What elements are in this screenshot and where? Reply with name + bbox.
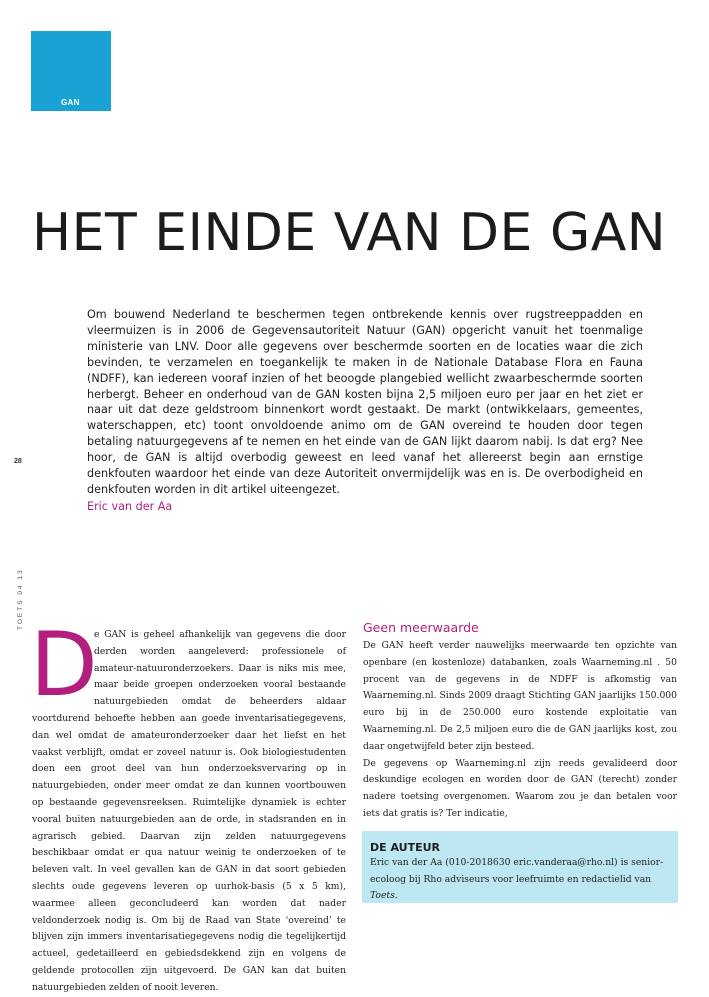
article-title: HET EINDE VAN DE GAN (32, 202, 667, 263)
intro-text: Om bouwend Nederland te beschermen tegen ontbrekende kennis over rugstreeppadden en vleermuizen is in 2006 de Gegevensautoriteit Natuur (GAN) opgericht vanuit het toenmalige ministerie van LNV. Door alle gegevens over beschermde soorten en de locaties waar die zich bevinden, te verzamelen en toegankelijk te maken in de Nationale Database Flora en Fauna (NDFF), kan iedereen vooraf inzien of het beoogde plangebied wellicht zwaarbeschermde soorten herbergt. Beheer en onderhoud van de GAN kosten bijna 2,5 miljoen euro per jaar en het ziet er naar uit dat deze geldstroom binnenkort wordt gestaakt. De markt (ontwikkelaars, gemeentes, waterschappen, etc) toont onvoldoende animo om de GAN overeind te houden door tegen betaling natuurgegevens af te nemen en het einde van de GAN lijkt daarom nabij. Is dat erg? Nee hoor, de GAN is altijd overbodig geweest en leed vanaf het allereerst begin aan ernstige denkfouten waardoor het einde van deze Autoriteit onvermijdelijk was en is. De overbodigheid en denkfouten worden in dit artikel uiteengezet. (87, 308, 643, 496)
right-paragraph-1: De GAN heeft verder nauwelijks meerwaarde ten opzichte van openbare (en kostenloze) databanken, zoals Waarneming.nl . 50 procent van de gegevens in de NDFF is afkomstig van Waarneming.nl. Sinds 2009 draagt Stichting GAN jaarlijks 150.000 euro bij in de 250.000 euro kostende exploitatie van Waarneming.nl. De 2,5 miljoen euro die de GAN jaarlijks kost, zou daar ongetwijfeld beter zijn besteed. (363, 640, 677, 752)
left-column-text: e GAN is geheel afhankelijk van gegevens die door derden worden aangeleverd: professionele of amateur-natuuronderzoekers. Daar is niks mis mee, maar beide groepen onderzoeken vooral bestaande natuurgebieden omdat de beheerders aldaar voortdurend behoefte hebben aan goede inventarisatiegegevens, dan wel omdat de amateuronderzoeker daar het liefst en het vaakst verblijft, omdat er zoveel natuur is. Ook biologiestudenten doen een groot deel van hun onderzoeksvervaring op in natuurgebieden, onder meer omdat ze dan kunnen voortbouwen op bestaande gegevensreeksen. Ruimtelijke dynamiek is echter vooral buiten natuurgebieden aan de orde, in stadsranden en in agrarisch gebied. Daarvan zijn zelden natuurgegevens beschikbaar omdat er qua natuur weinig te onderzoeken of te beleven valt. In veel gevallen kan de GAN in dat soort gebieden slechts oude gegevens leveren op uurhok-basis (5 x 5 km), waarmee alleen geconcludeerd kan worden dat nader veldonderzoek nodig is. Om bij de Raad van State ‘overeind’ te blijven zijn immers inventarisatiegegevens nodig die tegelijkertijd actueel, gedetailleerd en gebiedsdekkend zijn en volgens de geldende protocollen zijn uitgevoerd. De GAN kan dat buiten natuurgebieden zelden of nooit leveren. (32, 629, 346, 993)
intro-author: Eric van der Aa (87, 499, 173, 513)
left-column (30, 613, 346, 997)
section-heading: Geen meerwaarde (363, 620, 479, 635)
author-box-text (370, 855, 670, 905)
right-paragraph-2: De gegevens op Waarneming.nl zijn reeds gevalideerd door deskundige ecologen en worden door de GAN (terecht) zonder nadere toetsing overgenomen. Waarom zou je dan betalen voor iets dat gratis is? Ter indicatie, (363, 757, 677, 819)
author-bio: Eric van der Aa (010-2018630 eric.vanderaa@rho.nl) is senior-ecoloog bij Rho adviseurs voor leefruimte en redactielid van (370, 857, 664, 885)
magazine-name: Toets (370, 890, 395, 901)
author-box (362, 831, 678, 903)
author-box-heading: DE AUTEUR (370, 841, 441, 854)
right-column (363, 620, 677, 823)
dropcap: D (30, 613, 98, 716)
section-tag: GAN (61, 98, 80, 107)
author-bio-end: . (394, 890, 398, 901)
page-number: 28 (14, 458, 22, 465)
intro-lead (87, 307, 643, 515)
vertical-magazine-label: TOETS 04 13 (17, 568, 24, 630)
